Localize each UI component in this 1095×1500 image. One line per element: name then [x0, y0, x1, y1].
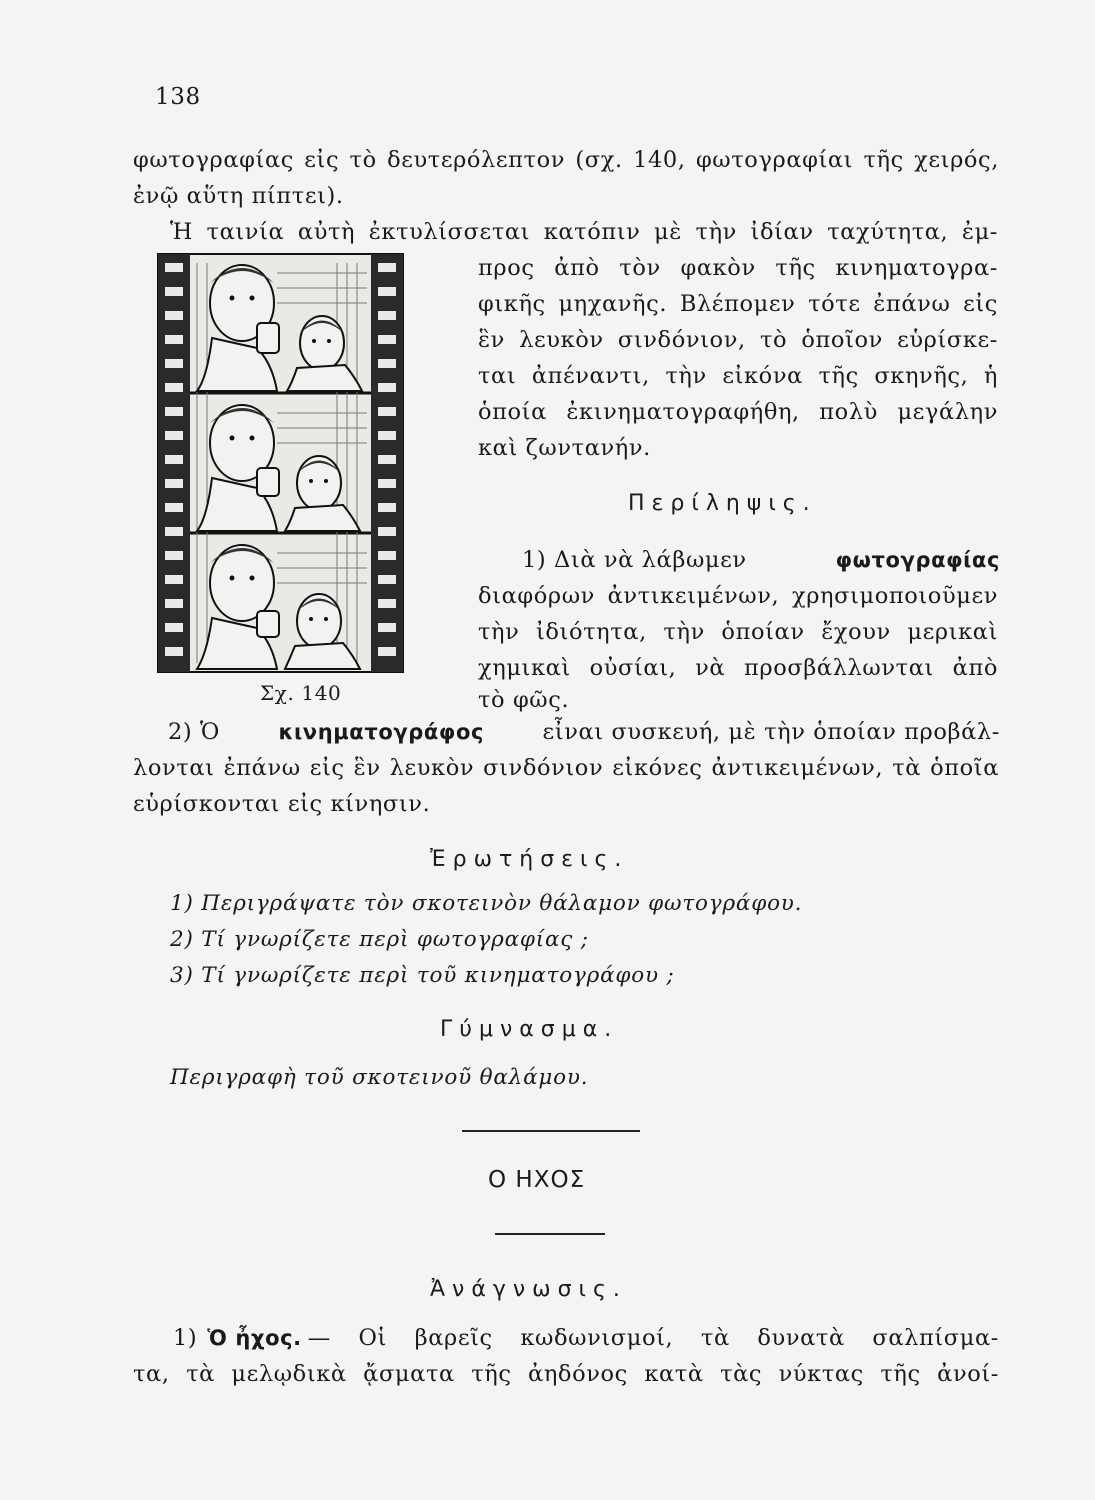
exercise-text: Περιγραφὴ τοῦ σκοτεινοῦ θαλάμου. [170, 1065, 589, 1090]
intro-line-1: φωτογραφίας εἰς τὸ δευτερόλεπτον (σχ. 140, φωτογραφίαι τῆς χειρός, [133, 147, 999, 173]
wrap-line-5: ὁποία ἐκινηματογραφήθη, πολὺ μεγάλην [478, 399, 998, 425]
summary-p1-line-3: τὴν ἰδιότητα, τὴν ὁποίαν ἔχουν μερικαὶ [478, 619, 998, 645]
summary-p2-keyword: κινηματογράφος [278, 720, 485, 744]
exercise-heading: Γύμνασμα. [440, 1017, 619, 1042]
summary-p2-rest: εἶναι συσκευή, μὲ τὴν ὁποίαν προβάλ- [542, 719, 1000, 745]
wrap-line-6: καὶ ζωντανήν. [478, 435, 651, 461]
bottom-divider [495, 1233, 605, 1235]
top-divider [462, 1130, 640, 1132]
wrap-line-1: προς ἀπὸ τὸν φακὸν τῆς κινηματογρα- [478, 255, 998, 281]
summary-heading: Περίληψις. [628, 491, 817, 516]
question-3: 3) Τί γνωρίζετε περὶ τοῦ κινηματογράφου ; [170, 963, 675, 988]
figure-caption: Σχ. 140 [260, 681, 342, 705]
summary-p2-line-2: λονται ἐπάνω εἰς ἓν λευκὸν σινδόνιον εἰκόνες ἀντικειμένων, τὰ ὁποῖα [133, 755, 999, 781]
summary-p1-keyword: φωτογραφίας [835, 548, 1000, 572]
summary-p1-line-2: διαφόρων ἀντικειμένων, χρησιμοποιοῦμεν [478, 583, 998, 609]
summary-p2-line-3: εὑρίσκονται εἰς κίνησιν. [133, 791, 431, 817]
film-strip-illustration [157, 253, 404, 673]
reading-p1-prefix: 1) [173, 1325, 198, 1351]
questions-heading: Ἐρωτήσεις. [430, 847, 629, 872]
reading-p1-line-2: τα, τὰ μελῳδικὰ ᾄσματα τῆς ἀηδόνος κατὰ τὰς νύκτας τῆς ἀνοί- [133, 1361, 999, 1387]
question-1: 1) Περιγράψατε τὸν σκοτεινὸν θάλαμον φωτογράφου. [170, 891, 803, 916]
summary-p2-prefix: 2) Ὁ [168, 719, 220, 745]
summary-p1-line-1 [522, 547, 1000, 573]
summary-p1-line-5: τὸ φῶς. [478, 687, 570, 713]
summary-p1-prefix: 1) Διὰ νὰ λάβωμεν [522, 547, 747, 573]
page-number: 138 [155, 84, 201, 110]
intro-line-2: ἐνῷ αὕτη πίπτει). [133, 183, 344, 209]
reading-heading: Ἀνάγνωσις. [430, 1277, 627, 1302]
summary-p2-line-1 [168, 719, 1000, 745]
wrap-line-4: ται ἀπέναντι, τὴν εἰκόνα τῆς σκηνῆς, ἡ [478, 363, 998, 389]
question-2: 2) Τί γνωρίζετε περὶ φωτογραφίας ; [170, 927, 589, 952]
reading-p1-line-1 [173, 1325, 999, 1351]
film-strip-drawing [157, 253, 404, 673]
summary-p1-line-4: χημικαὶ οὐσίαι, νὰ προσβάλλωνται ἀπὸ [478, 655, 998, 681]
reading-p1-keyword: Ὁ ἦχος. [207, 1326, 302, 1350]
reading-p1-rest: — Οἱ βαρεῖς κωδωνισμοί, τὰ δυνατὰ σαλπίσμα- [307, 1325, 999, 1351]
intro-line-3: Ἡ ταινία αὐτὴ ἐκτυλίσσεται κατόπιν μὲ τὴν ἰδίαν ταχύτητα, ἐμ- [170, 219, 998, 245]
wrap-line-3: ἓν λευκὸν σινδόνιον, τὸ ὁποῖον εὑρίσκε- [478, 327, 998, 353]
section-title: Ο ΗΧΟΣ [488, 1167, 586, 1193]
wrap-line-2: φικῆς μηχανῆς. Βλέπομεν τότε ἐπάνω εἰς [478, 291, 998, 317]
